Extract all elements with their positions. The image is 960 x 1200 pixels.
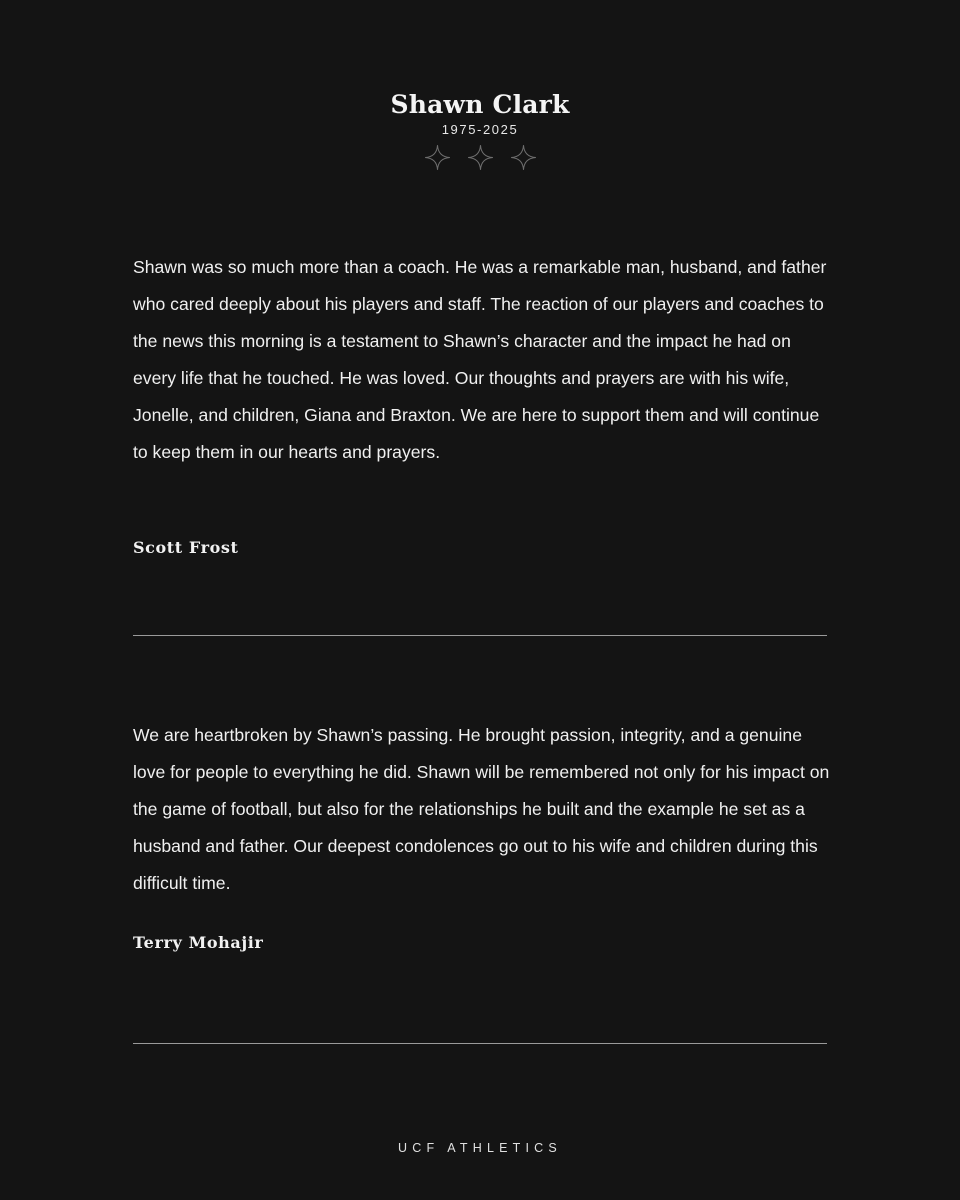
tribute-author: Terry Mohajir bbox=[133, 933, 264, 952]
tribute-quote: Shawn was so much more than a coach. He was a remarkable man, husband, and father who cared deeply about his players and staff. The reaction of our players and coaches to the news this morning is a testament to Shawn’s character and the impact he had on every life that he touched. He was loved. Our thoughts and prayers are with his wife, Jonelle, and children, Giana and Braxton. We are here to support them and will continue to keep them in our hearts and prayers. bbox=[133, 257, 827, 462]
memorial-name: Shawn Clark bbox=[390, 90, 570, 119]
footer-label: UCF ATHLETICS bbox=[398, 1141, 562, 1155]
memorial-years: 1975-2025 bbox=[441, 122, 519, 137]
section-divider bbox=[133, 635, 827, 636]
star-decoration bbox=[0, 144, 960, 171]
tribute-author: Scott Frost bbox=[133, 538, 239, 557]
four-point-star-icon bbox=[424, 144, 451, 171]
tribute-quote: We are heartbroken by Shawn’s passing. He brought passion, integrity, and a genuine love for people to everything he did. Shawn will be remembered not only for his impact on the game of football, but also for the relationships he built and the example he set as a husband and father. Our deepest condolences go out to his wife and children during this difficult time. bbox=[133, 725, 830, 893]
section-divider bbox=[133, 1043, 827, 1044]
four-point-star-icon bbox=[467, 144, 494, 171]
memorial-header bbox=[0, 88, 960, 171]
four-point-star-icon bbox=[510, 144, 537, 171]
